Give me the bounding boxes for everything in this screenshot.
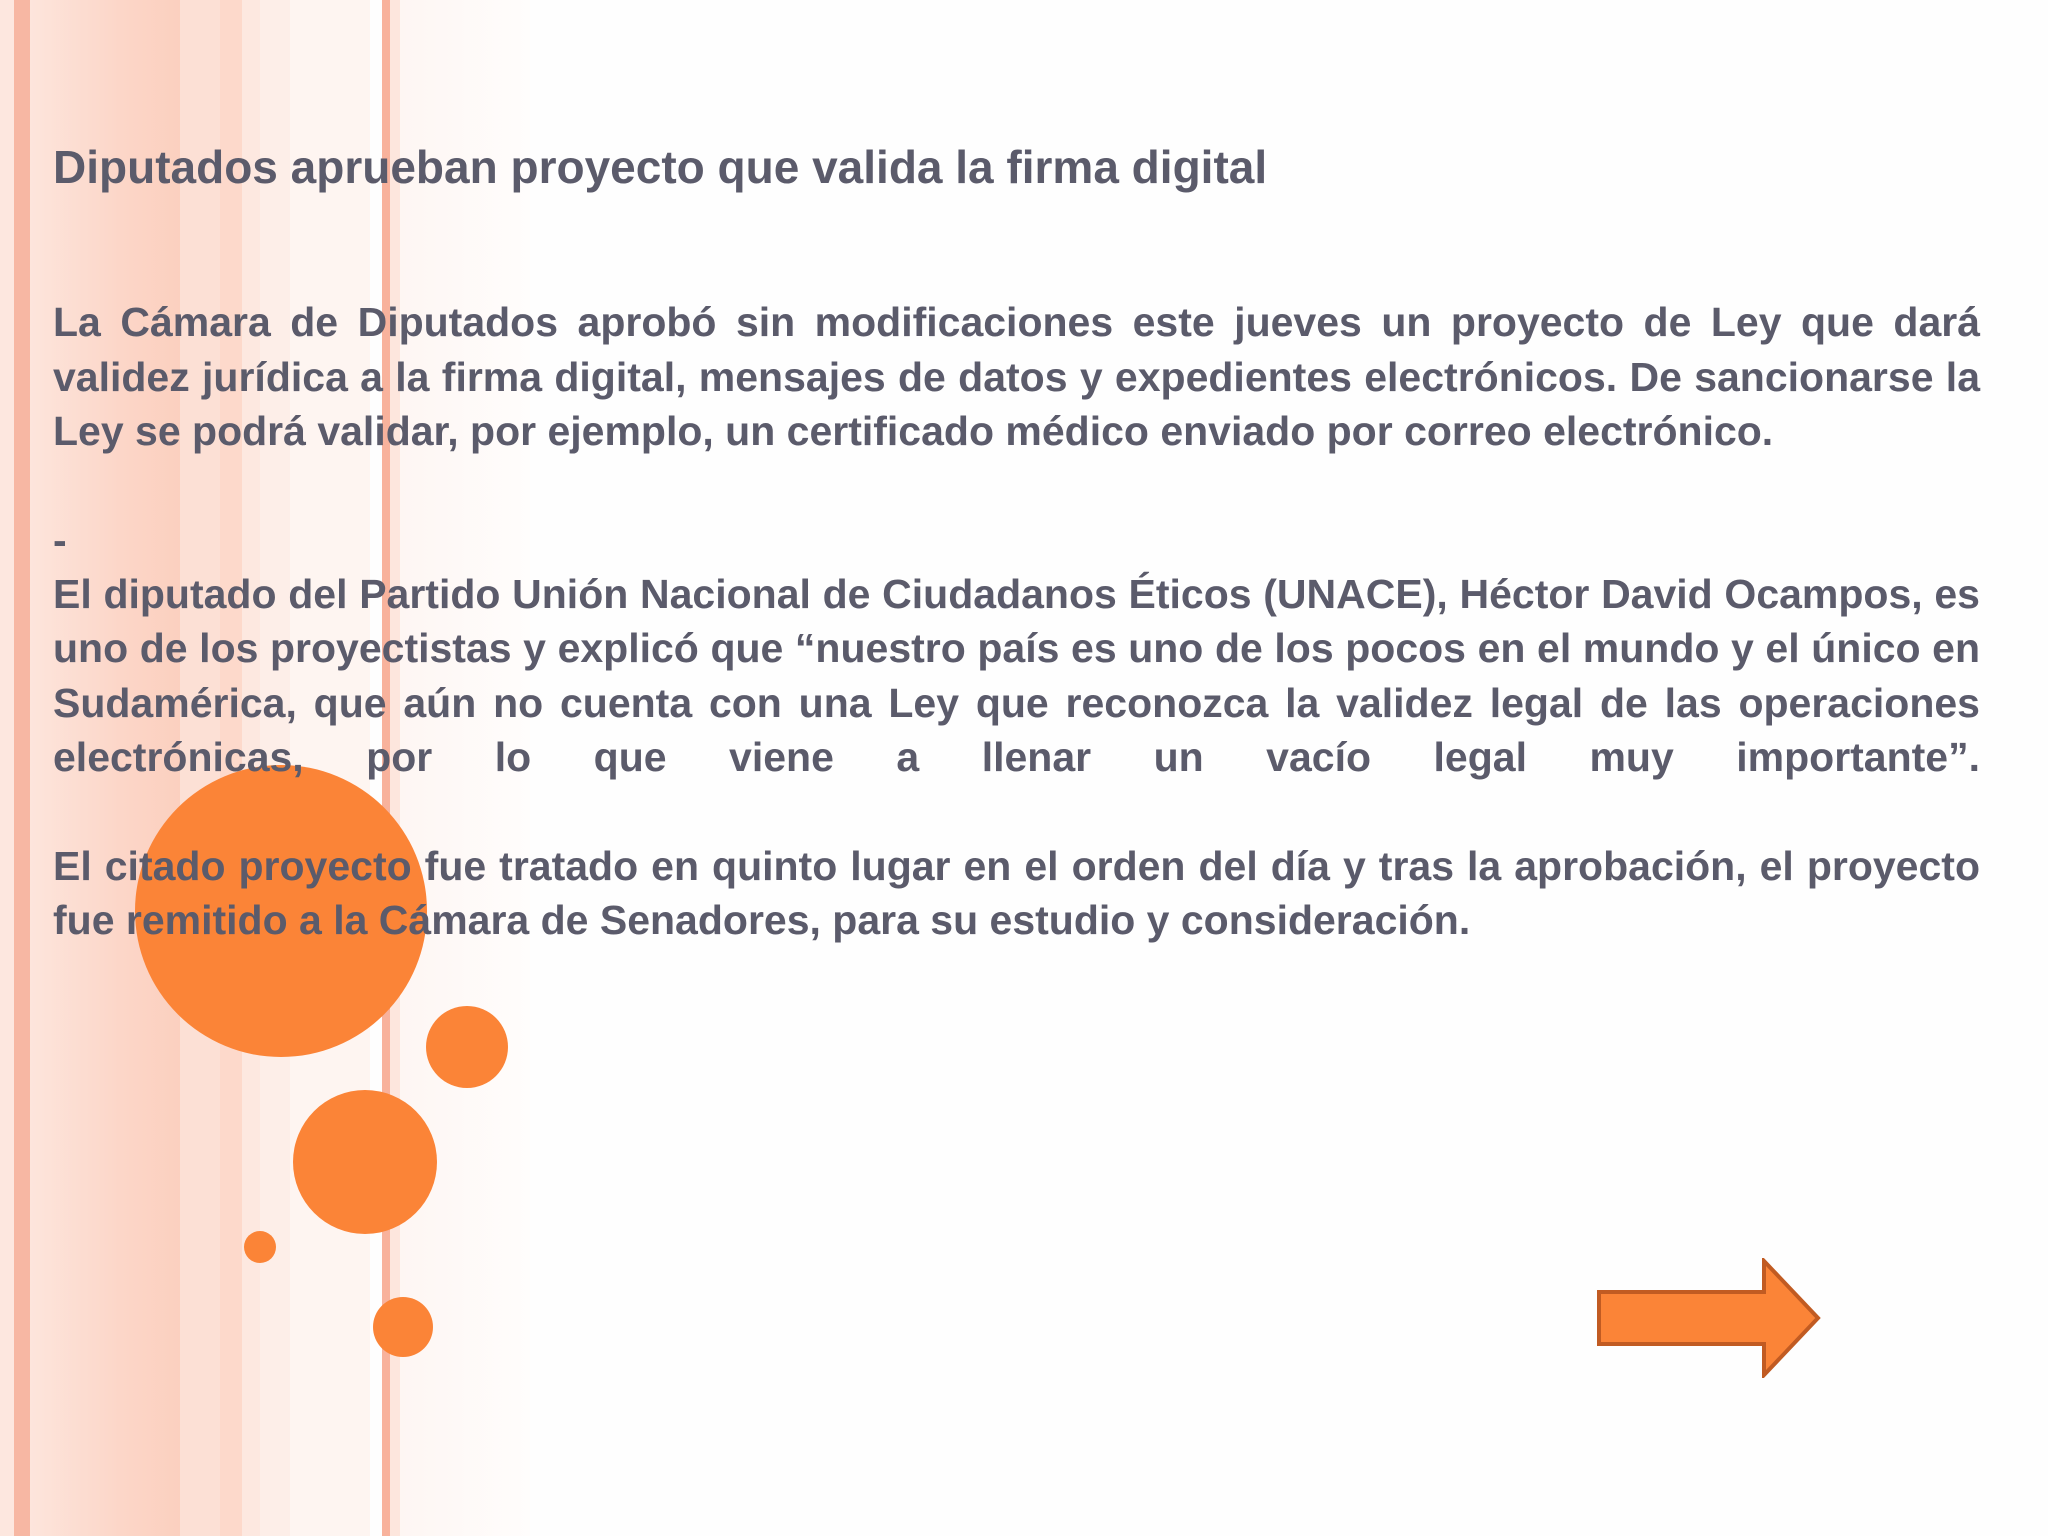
right-arrow-icon[interactable]	[1596, 1258, 1822, 1378]
separator-dash: -	[53, 516, 67, 563]
paragraph-conclusion: El citado proyecto fue tratado en quinto lugar en el orden del día y tras la aprobación, el proyecto fue remitido a la Cámara de Senadores, para su estudio y consideración.	[53, 842, 1980, 943]
paragraph-quote: El diputado del Partido Unión Nacional de Ciudadanos Éticos (UNACE), Héctor David Ocampos, es uno de los proyectistas y explicó que “nuestro país es uno de los pocos en el mundo y el único en Sudamérica, que aún no cuenta con una Ley que reconozca la validez legal de las operaciones electrónicas, por lo que viene a llenar un vacío legal muy importante”.	[53, 570, 1980, 780]
small-circle-decoration-2	[373, 1297, 433, 1357]
slide-title: Diputados aprueban proyecto que valida la firma digital	[53, 141, 1268, 193]
paragraph-intro: La Cámara de Diputados aprobó sin modificaciones este jueves un proyecto de Ley que dará validez jurídica a la firma digital, mensajes de datos y expedientes electrónicos. De sancionarse la Ley se podrá validar, por ejemplo, un certificado médico enviado por correo electrónico.	[53, 299, 1980, 454]
small-circle-decoration	[426, 1006, 508, 1088]
slide-body	[53, 295, 1980, 948]
tiny-circle-decoration	[244, 1231, 276, 1263]
medium-circle-decoration	[293, 1090, 437, 1234]
